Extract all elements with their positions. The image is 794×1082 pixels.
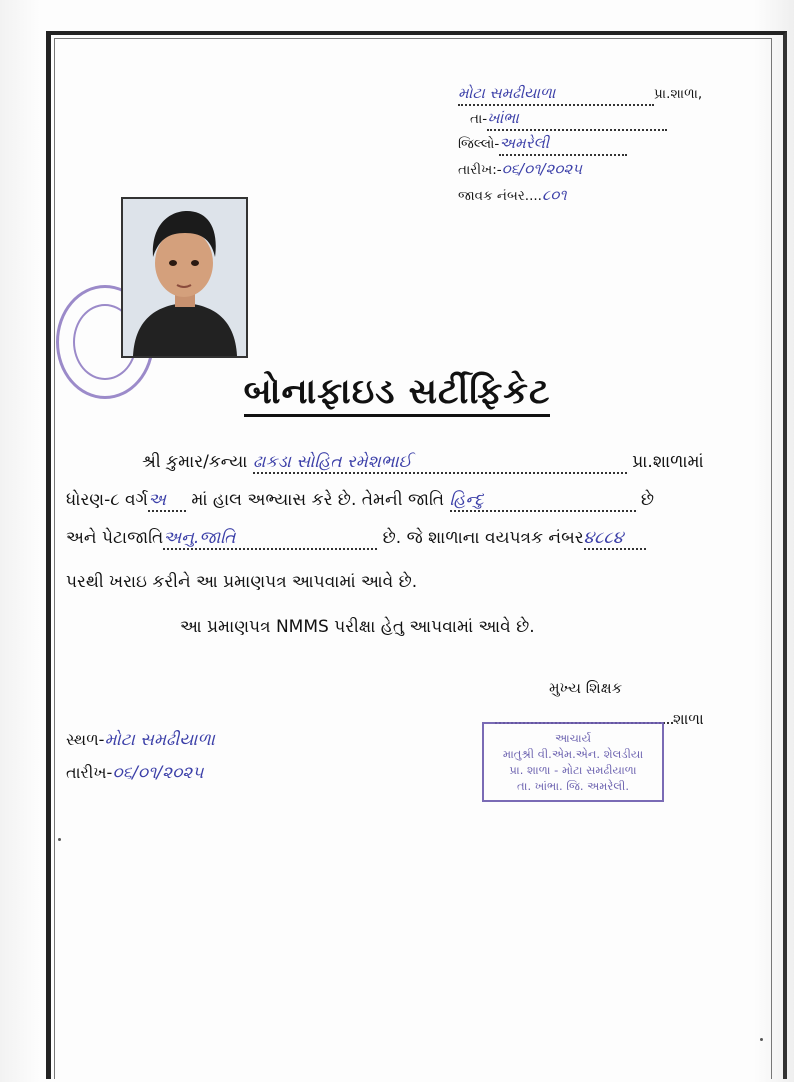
certificate-inner-border	[54, 38, 772, 1079]
footer-date-line	[66, 763, 203, 783]
outward-label: જાવક નંબર....	[458, 188, 542, 204]
header-school-line	[458, 82, 702, 106]
stamp-line-4: તા. ખાંભા. જિ. અમરેલી.	[517, 779, 629, 793]
l2-suffix: છે	[640, 490, 655, 510]
body-line-3	[66, 528, 646, 550]
stamp-line-2: માતુશ્રી વી.એમ.એન. શેલડીયા	[502, 747, 644, 761]
district-value: અમરેલી	[499, 132, 627, 156]
l3-mid: છે. જે શાળાના વયપત્રક નંબર	[382, 528, 584, 548]
signature-suffix: શાળા	[673, 710, 704, 728]
class-value: અ	[148, 490, 186, 512]
date-value: ૦૬/૦૧/૨૦૨૫	[501, 160, 583, 178]
l3-prefix: અને પેટાજાતિ	[66, 528, 164, 548]
date-label: તારીખ:-	[458, 162, 502, 178]
student-photo	[121, 197, 248, 358]
school-value: મોટા સમઢીયાળા	[458, 82, 654, 106]
l1-suffix: પ્રા.શાળામાં	[632, 452, 704, 472]
principal-stamp	[482, 722, 664, 802]
scan-speck	[760, 1038, 763, 1041]
head-teacher-label: મુખ્ય શિક્ષક	[549, 679, 623, 697]
footer-date-label: તારીખ-	[66, 763, 113, 782]
taluka-value: ખાંભા	[487, 107, 667, 131]
place-label: સ્થળ-	[66, 730, 105, 749]
district-label: જિલ્લો-	[458, 136, 500, 152]
header-taluka-line	[470, 107, 667, 131]
header-district-line	[458, 132, 627, 156]
certificate-title: બોનાફાઇડ સર્ટીફિકેટ	[0, 372, 794, 412]
body-line-2	[66, 490, 654, 512]
student-name: ઢાકડા સોહિત રમેશભાઈ	[253, 452, 627, 474]
subcaste-value: અનુ.જાતિ	[163, 528, 377, 550]
body-line-5: આ પ્રમાણપત્ર NMMS પરીક્ષા હેતુ આપવામાં આવે છે.	[180, 617, 535, 637]
body-line-4: પરથી ખરાઇ કરીને આ પ્રમાણપત્ર આપવામાં આવે છે.	[66, 572, 418, 592]
l2-mid: માં હાલ અભ્યાસ કરે છે. તેમની જાતિ	[191, 490, 445, 510]
place-value: મોટા સમઢીયાળા	[104, 730, 215, 750]
l1-prefix: શ્રી કુમાર/કન્યા	[142, 452, 248, 472]
school-suffix: પ્રા.શાળા,	[654, 86, 703, 102]
body-line-1	[142, 452, 704, 474]
outward-value: ૮૦૧	[541, 186, 567, 204]
footer-date-value: ૦૬/૦૧/૨૦૨૫	[112, 763, 204, 783]
caste-value: હિન્દુ	[450, 490, 636, 512]
place-line	[66, 730, 215, 750]
student-photo-image	[123, 199, 246, 356]
taluka-label: તા-	[470, 111, 488, 127]
header-date-line	[458, 158, 582, 181]
l2-prefix: ધોરણ-૮ વર્ગ	[66, 490, 148, 510]
header-outward-line	[458, 184, 567, 207]
stamp-line-1: આચાર્ય	[554, 731, 592, 745]
register-value: ૪૮૮૪	[584, 528, 646, 550]
scan-speck	[58, 838, 61, 841]
stamp-line-3: પ્રા. શાળા - મોટા સમઢીયાળા	[509, 763, 637, 777]
